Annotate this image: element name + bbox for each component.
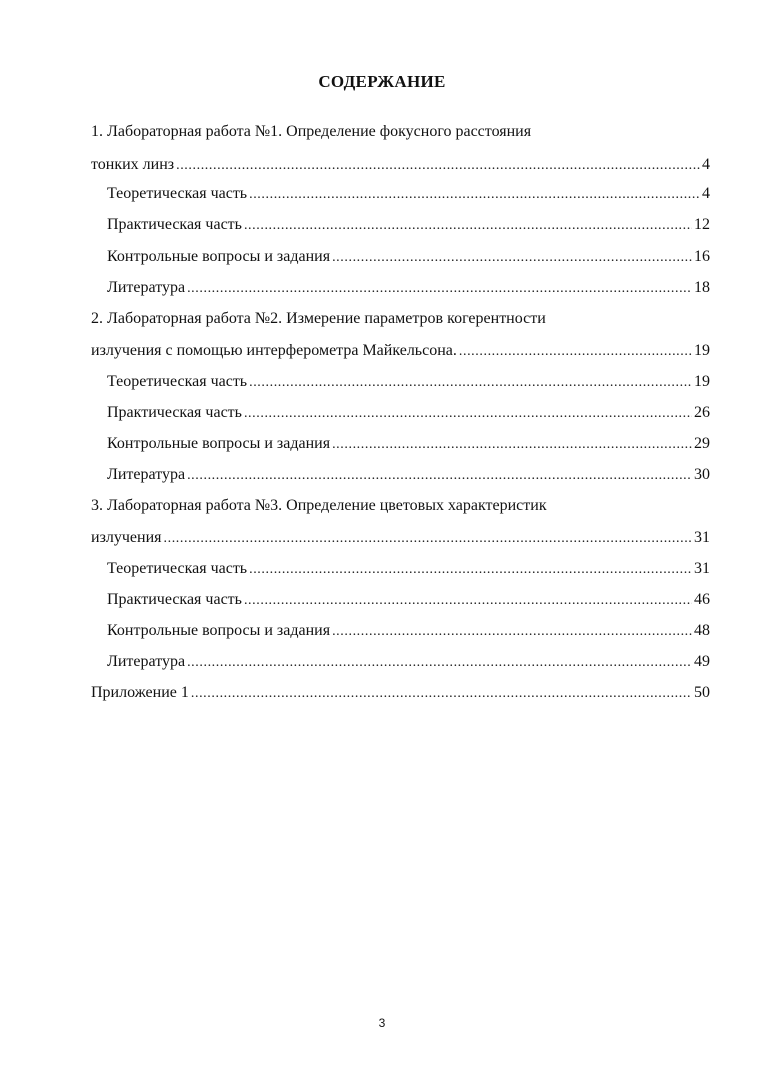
dot-leader (332, 248, 692, 268)
toc-appendix-entry[interactable] (91, 683, 710, 704)
dot-leader (176, 156, 700, 176)
toc-lab1-heading-entry[interactable] (91, 155, 710, 176)
page-number: 3 (378, 1016, 386, 1030)
toc-entry[interactable] (107, 403, 710, 424)
toc-entry-label: Контрольные вопросы и задания (107, 248, 331, 265)
toc-entry-label: Теоретическая часть (107, 185, 248, 202)
dot-leader (249, 185, 700, 205)
toc-lab2-heading-line2: излучения с помощью интерферометра Майкельсона. (91, 342, 457, 359)
dot-leader (249, 560, 692, 580)
toc-entry-page: 30 (694, 466, 710, 483)
toc-entry-label: Литература (107, 653, 186, 670)
toc-entry[interactable] (107, 590, 710, 611)
page-title: СОДЕРЖАНИЕ (318, 72, 446, 91)
toc-lab3-heading-entry[interactable] (91, 528, 710, 549)
toc-entry-label: Практическая часть (107, 404, 242, 421)
dot-leader (191, 684, 692, 704)
dot-leader (187, 279, 692, 299)
dot-leader (244, 216, 692, 236)
toc-lab3-page: 31 (694, 529, 710, 546)
dot-leader (249, 373, 692, 393)
toc-entry-page: 48 (694, 622, 710, 639)
toc-entry[interactable] (107, 559, 710, 580)
dot-leader (187, 466, 692, 486)
toc-entry[interactable] (107, 278, 710, 299)
toc-entry-page: 12 (694, 216, 710, 233)
toc-entry-label: Литература (107, 279, 186, 296)
toc-entry-label: Теоретическая часть (107, 373, 248, 390)
dot-leader (187, 653, 692, 673)
toc-entry-label: Практическая часть (107, 216, 242, 233)
toc-entry-page: 4 (702, 185, 710, 202)
toc-lab1-page: 4 (702, 156, 710, 173)
toc-entry[interactable] (107, 372, 710, 393)
toc-entry[interactable] (107, 434, 710, 455)
toc-entry-page: 26 (694, 404, 710, 421)
toc-entry-page: 46 (694, 591, 710, 608)
toc-lab1-heading-line2: тонких линз (91, 156, 175, 173)
toc-entry[interactable] (107, 652, 710, 673)
toc-appendix-page: 50 (694, 684, 710, 701)
toc-entry-page: 29 (694, 435, 710, 452)
toc-lab2-heading-line1[interactable]: 2. Лабораторная работа №2. Измерение параметров когерентности (91, 310, 546, 327)
toc-entry[interactable] (107, 184, 710, 205)
toc-entry-page: 19 (694, 373, 710, 390)
toc-entry-page: 18 (694, 279, 710, 296)
toc-lab2-page: 19 (694, 342, 710, 359)
toc-entry[interactable] (107, 247, 710, 268)
toc-lab1-heading-line1[interactable]: 1. Лабораторная работа №1. Определение фокусного расстояния (91, 123, 532, 140)
dot-leader (244, 404, 692, 424)
toc-entry[interactable] (107, 465, 710, 486)
toc-entry[interactable] (107, 621, 710, 642)
toc-entry-label: Контрольные вопросы и задания (107, 622, 331, 639)
toc-entry-page: 16 (694, 248, 710, 265)
dot-leader (332, 435, 692, 455)
toc-entry-page: 49 (694, 653, 710, 670)
toc-entry-label: Практическая часть (107, 591, 242, 608)
dot-leader (332, 622, 692, 642)
dot-leader (244, 591, 692, 611)
toc-entry-label: Теоретическая часть (107, 560, 248, 577)
toc-lab3-heading-line1[interactable]: 3. Лабораторная работа №3. Определение цветовых характеристик (91, 497, 547, 514)
toc-appendix-label: Приложение 1 (91, 684, 189, 701)
dot-leader (459, 342, 692, 362)
toc-entry-label: Литература (107, 466, 186, 483)
toc-lab2-heading-entry[interactable] (91, 341, 710, 362)
toc-entry[interactable] (107, 215, 710, 236)
toc-lab3-heading-line2: излучения (91, 529, 162, 546)
toc-entry-label: Контрольные вопросы и задания (107, 435, 331, 452)
dot-leader (164, 529, 693, 549)
toc-entry-page: 31 (694, 560, 710, 577)
